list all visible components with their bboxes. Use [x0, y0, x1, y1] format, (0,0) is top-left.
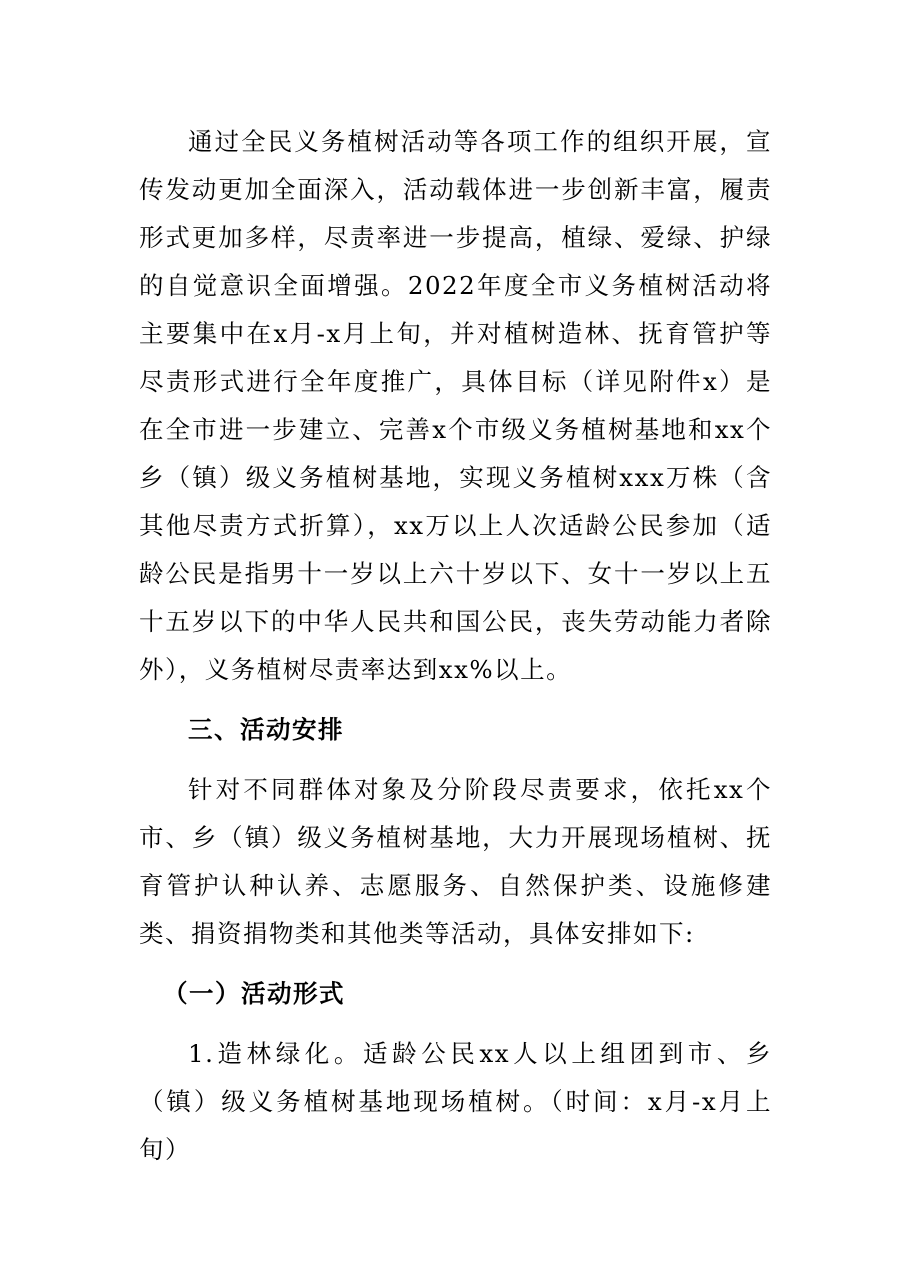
document-body [139, 118, 772, 1174]
paragraph-afforestation: 1.造林绿化。适龄公民xx人以上组团到市、乡（镇）级义务植树基地现场植树。（时间：x月-x月上旬） [139, 1039, 772, 1164]
paragraph-activity-overview: 针对不同群体对象及分阶段尽责要求，依托xx个市、乡（镇）级义务植树基地，大力开展现场植树、抚育管护认种认养、志愿服务、自然保护类、设施修建类、捐资捐物类和其他类等活动，具体安排如下: [139, 775, 772, 948]
subsection-heading-activity-form: （一）活动形式 [163, 979, 345, 1008]
paragraph-goals: 通过全民义务植树活动等各项工作的组织开展，宣传发动更加全面深入，活动载体进一步创新丰富，履责形式更加多样，尽责率进一步提高，植绿、爱绿、护绿的自觉意识全面增强。2022年度全市义务植树活动将主要集中在x月-x月上旬，并对植树造林、抚育管护等尽责形式进行全年度推广，具体目标（详见附件x）是在全市进一步建立、完善x个市级义务植树基地和xx个乡（镇）级义务植树基地，实现义务植树xxx万株（含其他尽责方式折算），xx万以上人次适龄公民参加（适龄公民是指男十一岁以上六十岁以下、女十一岁以上五十五岁以下的中华人民共和国公民，丧失劳动能力者除外），义务植树尽责率达到xx%以上。 [139, 127, 772, 684]
section-heading-activity-arrangement: 三、活动安排 [188, 715, 344, 744]
